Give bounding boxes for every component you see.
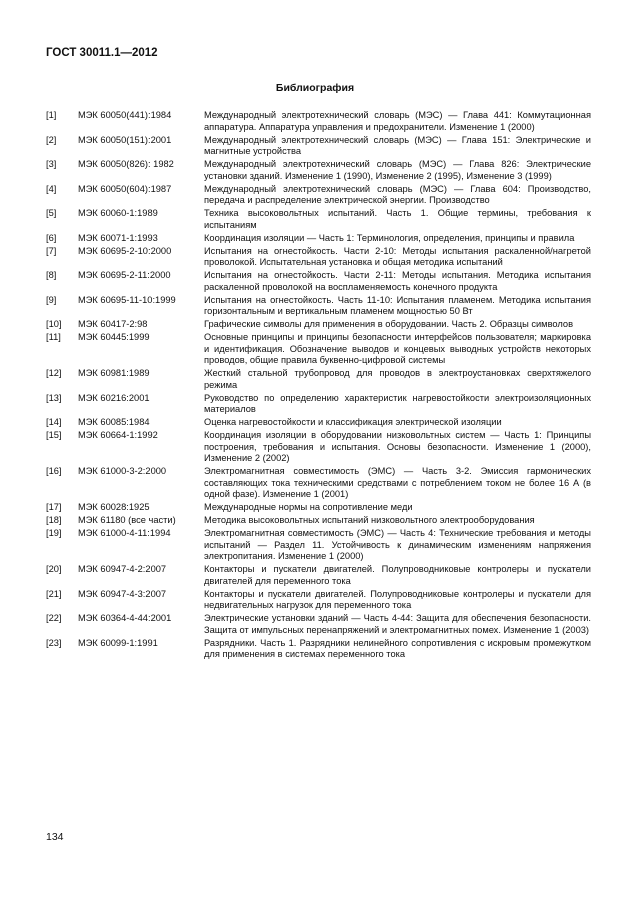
entry-standard-code: МЭК 60071-1:1993 bbox=[78, 232, 158, 243]
entry-description: Электромагнитная совместимость (ЭМС) — Часть 3-2. Эмиссия гармонических составляющих тока техническими средствами с потреблением током не более 16 А (в одной фазе). Изменение 1 (2001) bbox=[204, 466, 591, 499]
bibliography-entry bbox=[46, 528, 591, 563]
entry-number: [22] bbox=[46, 613, 62, 623]
bibliography-entry bbox=[46, 233, 591, 245]
bibliography-entry bbox=[46, 295, 591, 318]
bibliography-entry bbox=[46, 110, 591, 133]
bibliography-list bbox=[46, 110, 591, 662]
bibliography-entry bbox=[46, 368, 591, 391]
entry-number: [4] bbox=[46, 183, 57, 194]
bibliography-entry bbox=[46, 430, 591, 465]
entry-description: Координация изоляции в оборудовании низковольтных систем — Часть 1: Принципы построения, требования и испытания. Основы безопасности. Изменение 1 (2000), Изменение 2 (2002) bbox=[204, 430, 591, 463]
entry-standard-code: МЭК 60060-1:1989 bbox=[78, 208, 158, 218]
entry-standard-code: МЭК 61180 (все части) bbox=[78, 515, 176, 525]
entry-standard-code: МЭК 60417-2:98 bbox=[78, 319, 148, 329]
entry-standard-code: МЭК 60085:1984 bbox=[78, 417, 150, 427]
entry-description: Международные нормы на сопротивление меди bbox=[204, 502, 413, 512]
entry-number: [17] bbox=[46, 502, 62, 512]
entry-standard-code: МЭК 61000-4-11:1994 bbox=[78, 528, 171, 538]
bibliography-entry bbox=[46, 270, 591, 293]
bibliography-entry bbox=[46, 638, 591, 661]
entry-description: Электромагнитная совместимость (ЭМС) — Часть 4: Технические требования и методы испытаний — Раздел 11. Устойчивость к динамическим изменениям напряжения электропитания. Изменение 1 (2000) bbox=[204, 528, 591, 561]
entry-standard-code: МЭК 60050(604):1987 bbox=[78, 183, 172, 194]
entry-description: Координация изоляции — Часть 1: Терминология, определения, принципы и правила bbox=[204, 232, 575, 243]
bibliography-entry bbox=[46, 417, 591, 429]
entry-description: Испытания на огнестойкость. Части 2-10: Методы испытания раскаленной/нагретой проволокой. Испытательная установка и общая методика испытаний bbox=[204, 245, 591, 267]
entry-number: [19] bbox=[46, 528, 62, 538]
bibliography-entry bbox=[46, 502, 591, 514]
bibliography-entry bbox=[46, 184, 591, 207]
entry-number: [21] bbox=[46, 588, 62, 599]
entry-number: [23] bbox=[46, 637, 62, 648]
entry-standard-code: МЭК 60050(826): 1982 bbox=[78, 159, 174, 169]
entry-description: Оценка нагревостойкости и классификация электрической изоляции bbox=[204, 417, 502, 427]
entry-number: [1] bbox=[46, 110, 57, 120]
entry-number: [6] bbox=[46, 232, 57, 243]
bibliography-entry bbox=[46, 159, 591, 182]
entry-standard-code: МЭК 60947-4-3:2007 bbox=[78, 588, 167, 599]
entry-description: Международный электротехнический словарь (МЭС) — Глава 441: Коммутационная аппаратура. Аппаратура управления и предохранители. Изменение 1 (2000) bbox=[204, 110, 591, 132]
entry-number: [18] bbox=[46, 515, 62, 525]
bibliography-entry bbox=[46, 208, 591, 231]
entry-number: [14] bbox=[46, 417, 62, 427]
entry-standard-code: МЭК 60099-1:1991 bbox=[78, 637, 158, 648]
bibliography-entry bbox=[46, 246, 591, 269]
entry-number: [9] bbox=[46, 294, 57, 305]
entry-standard-code: МЭК 60664-1:1992 bbox=[78, 430, 158, 440]
entry-description: Испытания на огнестойкость. Части 2-11: Методы испытания. Методика испытания раскаленной проволокой на воспламеняемость конечного продукта bbox=[204, 270, 591, 292]
bibliography-entry bbox=[46, 466, 591, 501]
entry-description: Контакторы и пускатели двигателей. Полупроводниковые контролеры и пускатели двигателей для переменного тока bbox=[204, 564, 591, 586]
entry-standard-code: МЭК 60050(151):2001 bbox=[78, 134, 172, 145]
entry-number: [8] bbox=[46, 270, 57, 280]
bibliography-entry bbox=[46, 515, 591, 527]
entry-description: Жесткий стальной трубопровод для проводов в электроустановках сверхтяжелого режима bbox=[204, 368, 591, 390]
entry-description: Основные принципы и принципы безопасности интерфейсов пользователя; маркировка и идентификация. Обозначение выводов и концевых выводных устройств некоторых проводов, общие правила буквенно-цифровой системы bbox=[204, 332, 591, 365]
bibliography-entry bbox=[46, 564, 591, 587]
entry-number: [5] bbox=[46, 208, 57, 218]
entry-description: Международный электротехнический словарь (МЭС) — Глава 151: Электрические и магнитные устройства bbox=[204, 134, 591, 156]
entry-number: [2] bbox=[46, 134, 57, 145]
bibliography-entry bbox=[46, 319, 591, 331]
entry-standard-code: МЭК 60695-2-11:2000 bbox=[78, 270, 171, 280]
page-number: 134 bbox=[46, 831, 64, 843]
entry-standard-code: МЭК 60981:1989 bbox=[78, 368, 150, 378]
entry-number: [16] bbox=[46, 466, 62, 476]
entry-description: Графические символы для применения в оборудовании. Часть 2. Образцы символов bbox=[204, 319, 574, 329]
entry-description: Контакторы и пускатели двигателей. Полупроводниковые контролеры и пускатели для недвигательных нагрузок для переменного тока bbox=[204, 588, 591, 610]
entry-description: Международный электротехнический словарь (МЭС) — Глава 826: Электрические установки зданий. Изменение 1 (1990), Изменение 2 (1995), Изменение 3 (1999) bbox=[204, 159, 591, 181]
entry-description: Методика высоковольтных испытаний низковольтного электрооборудования bbox=[204, 515, 535, 525]
entry-number: [7] bbox=[46, 245, 57, 256]
entry-number: [10] bbox=[46, 319, 62, 329]
entry-description: Разрядники. Часть 1. Разрядники нелинейного сопротивления с искровым промежутком для применения в системах переменного тока bbox=[204, 637, 591, 659]
bibliography-entry bbox=[46, 135, 591, 158]
bibliography-entry bbox=[46, 613, 591, 636]
entry-description: Руководство по определению характеристик нагревостойкости электроизоляционных материалов bbox=[204, 392, 591, 414]
entry-standard-code: МЭК 60947-4-2:2007 bbox=[78, 564, 167, 574]
entry-standard-code: МЭК 60028:1925 bbox=[78, 502, 150, 512]
entry-standard-code: МЭК 60050(441):1984 bbox=[78, 110, 172, 120]
entry-number: [20] bbox=[46, 564, 62, 574]
entry-description: Международный электротехнический словарь (МЭС) — Глава 604: Производство, передача и распределение электрической энергии. Производство bbox=[204, 183, 591, 205]
entry-number: [13] bbox=[46, 392, 62, 403]
entry-number: [12] bbox=[46, 368, 62, 378]
entry-standard-code: МЭК 60695-2-10:2000 bbox=[78, 245, 172, 256]
bibliography-entry bbox=[46, 393, 591, 416]
entry-number: [3] bbox=[46, 159, 57, 169]
entry-standard-code: МЭК 60216:2001 bbox=[78, 392, 150, 403]
entry-standard-code: МЭК 60364-4-44:2001 bbox=[78, 613, 172, 623]
section-title: Библиография bbox=[275, 82, 355, 94]
entry-description: Электрические установки зданий — Часть 4-44: Защита для обеспечения безопасности. Защита от импульсных перенапряжений и электромагнитных помех. Изменение 1 (2003) bbox=[204, 613, 591, 635]
bibliography-entry bbox=[46, 589, 591, 612]
entry-number: [11] bbox=[46, 332, 61, 342]
entry-number: [15] bbox=[46, 430, 62, 440]
document-header: ГОСТ 30011.1—2012 bbox=[46, 47, 158, 59]
entry-description: Техника высоковольтных испытаний. Часть 1. Общие термины, требования к испытаниям bbox=[204, 208, 591, 230]
entry-description: Испытания на огнестойкость. Часть 11-10: Испытания пламенем. Методика испытания горизонтальным и вертикальным пламенем мощностью 50 Вт bbox=[204, 294, 591, 316]
entry-standard-code: МЭК 60695-11-10:1999 bbox=[78, 294, 176, 305]
bibliography-entry bbox=[46, 332, 591, 367]
entry-standard-code: МЭК 60445:1999 bbox=[78, 332, 150, 342]
entry-standard-code: МЭК 61000-3-2:2000 bbox=[78, 466, 167, 476]
